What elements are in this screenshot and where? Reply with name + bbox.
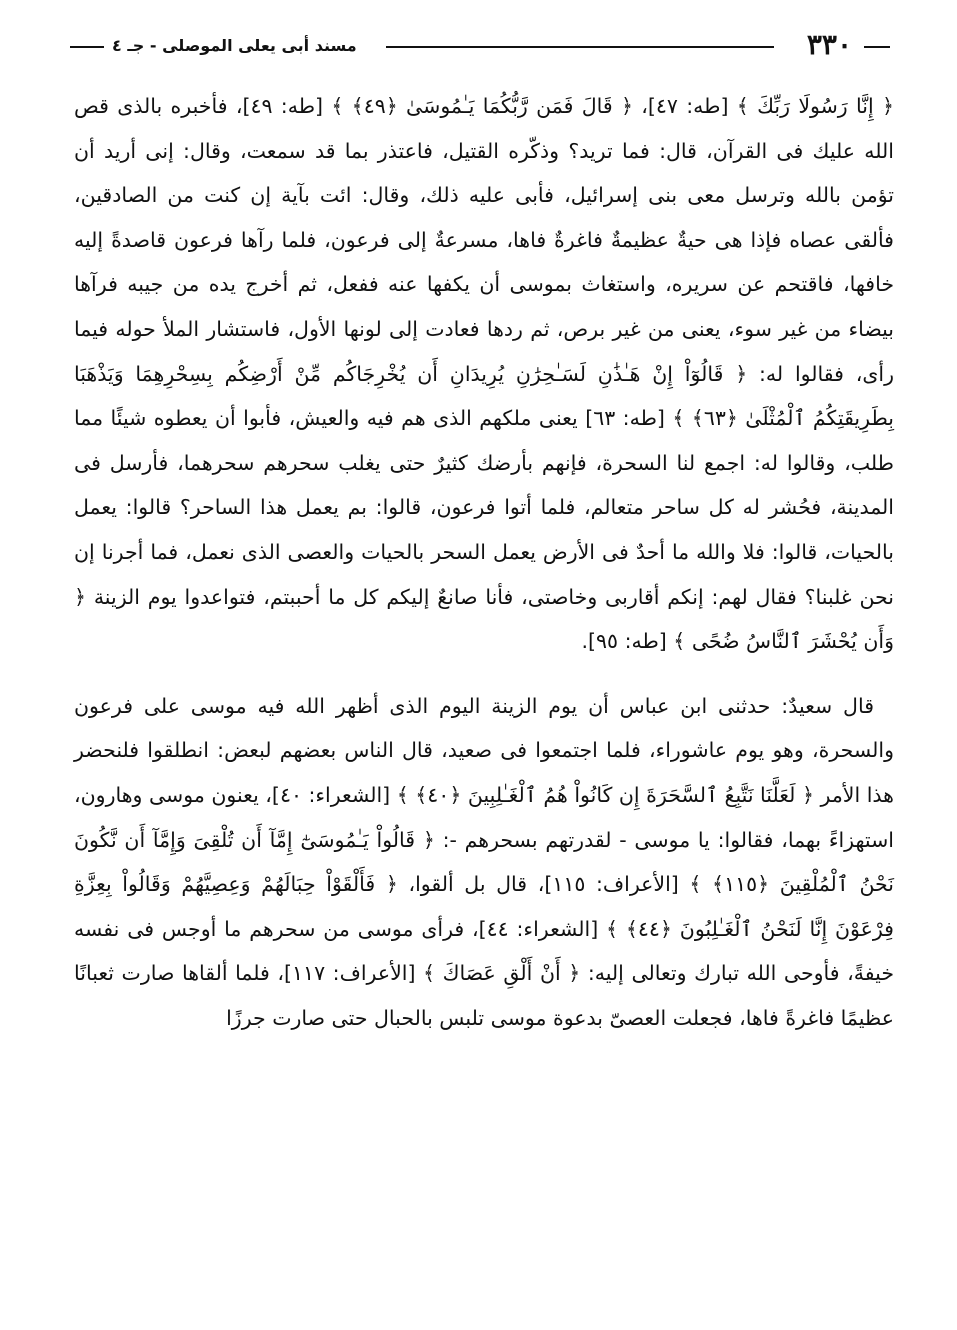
header-rule-right — [386, 46, 774, 48]
paragraph: ﴿ إِنَّا رَسُولَا رَبِّكَ ﴾ [طه: ٤٧]، ﴿ قَالَ فَمَن رَّبُّكُمَا يَـٰمُوسَىٰ ﴿٤٩﴾ ﴾ [طه: ٤٩]، فأخبره بالذى قص الله عليك فى القرآن، قال: فما تريد؟ وذكّره القتيل، فاعتذر بما قد سمعت، وقال: إنى أريد أن تؤمن بالله وترسل معى بنى إسرائيل، فأبى عليه ذلك، وقال: ائت بآية إن كنت من الصادقين، فألقى عصاه فإذا هى حيةٌ عظيمةٌ فاغرةٌ فاها، مسرعةٌ إلى فرعون، فلما رآها فرعون قاصدةً إليه خافها، فاقتحم عن سريره، واستغاث بموسى أن يكفها عنه ففعل، ثم أخرج يده من جيبه فرآها بيضاء من غير سوء، يعنى من غير برص، ثم ردها فعادت إلى لونها الأول، فاستشار الملأ حوله فيما رأى، فقالوا له: ﴿ قَالُوٓاْ إِنْ هَـٰذَٰنِ لَسَـٰحِرَٰنِ يُرِيدَانِ أَن يُخْرِجَاكُم مِّنْ أَرْضِكُم بِسِحْرِهِمَا وَيَذْهَبَا بِطَرِيقَتِكُمُ ٱلْمُثْلَىٰ ﴿٦٣﴾ ﴾ [طه: ٦٣] يعنى ملكهم الذى هم فيه والعيش، فأبوا أن يعطوه شيئًا مما طلب، وقالوا له: اجمع لنا السحرة، فإنهم بأرضك كثيرٌ حتى يغلب سحرهم سحرهما، فأرسل فى المدينة، فحُشر له كل ساحر متعالم، فلما أتوا فرعون، قالوا: بم يعمل هذا الساحر؟ قالوا: يعمل بالحيات، قالوا: فلا والله ما أحدٌ فى الأرض يعمل السحر بالحيات والعصى الذى نعمل، فما أجرنا إن نحن غلبنا؟ فقال لهم: إنكم أقاربى وخاصتى، فأنا صانعٌ إليكم كل ما أحببتم، فتواعدوا يوم الزينة ﴿ وَأَن يُحْشَرَ ٱلنَّاسُ ضُحًى ﴾ [طه: ٩٥]. — [74, 94, 894, 654]
header-rule-left — [70, 46, 104, 48]
page-number-dash — [864, 46, 890, 48]
running-title: مسند أبى يعلى الموصلى - جـ ٤ — [112, 36, 357, 55]
paragraph: قال سعيدٌ: حدثنى ابن عباس أن يوم الزينة اليوم الذى أظهر الله فيه موسى على فرعون والسحرة، وهو يوم عاشوراء، فلما اجتمعوا فى صعيد، قال الناس بعضهم لبعض: انطلقوا فلنحضر هذا الأمر ﴿ لَعَلَّنَا نَتَّبِعُ ٱلسَّحَرَةَ إِن كَانُواْ هُمُ ٱلْغَـٰلِبِينَ ﴿٤٠﴾ ﴾ [الشعراء: ٤٠]، يعنون موسى وهارون، استهزاءً بهما، فقالوا: يا موسى - لقدرتهم بسحرهم -: ﴿ قَالُواْ يَـٰمُوسَىٰٓ إِمَّآ أَن تُلْقِىَ وَإِمَّآ أَن نَّكُونَ نَحْنُ ٱلْمُلْقِينَ ﴿١١٥﴾ ﴾ [الأعراف: ١١٥]، قال بل ألقوا، ﴿ فَأَلْقَوْاْ حِبَالَهُمْ وَعِصِيَّهُمْ وَقَالُواْ بِعِزَّةِ فِرْعَوْنَ إِنَّا لَنَحْنُ ٱلْغَـٰلِبُونَ ﴿٤٤﴾ ﴾ [الشعراء: ٤٤]، فرأى موسى من سحرهم ما أوجس فى نفسه خيفةً، فأوحى الله تبارك وتعالى إليه: ﴿ أَنْ أَلْقِ عَصَاكَ ﴾ [الأعراف: ١١٧]، فلما ألقاها صارت ثعبانًا عظيمًا فاغرةً فاها، فجعلت العصىّ بدعوة موسى تلبس بالحبال حتى صارت جرزًا — [74, 693, 895, 1030]
page-body — [74, 84, 894, 1040]
page-header — [70, 26, 890, 66]
page-number: ٣٣٠ — [806, 28, 852, 61]
